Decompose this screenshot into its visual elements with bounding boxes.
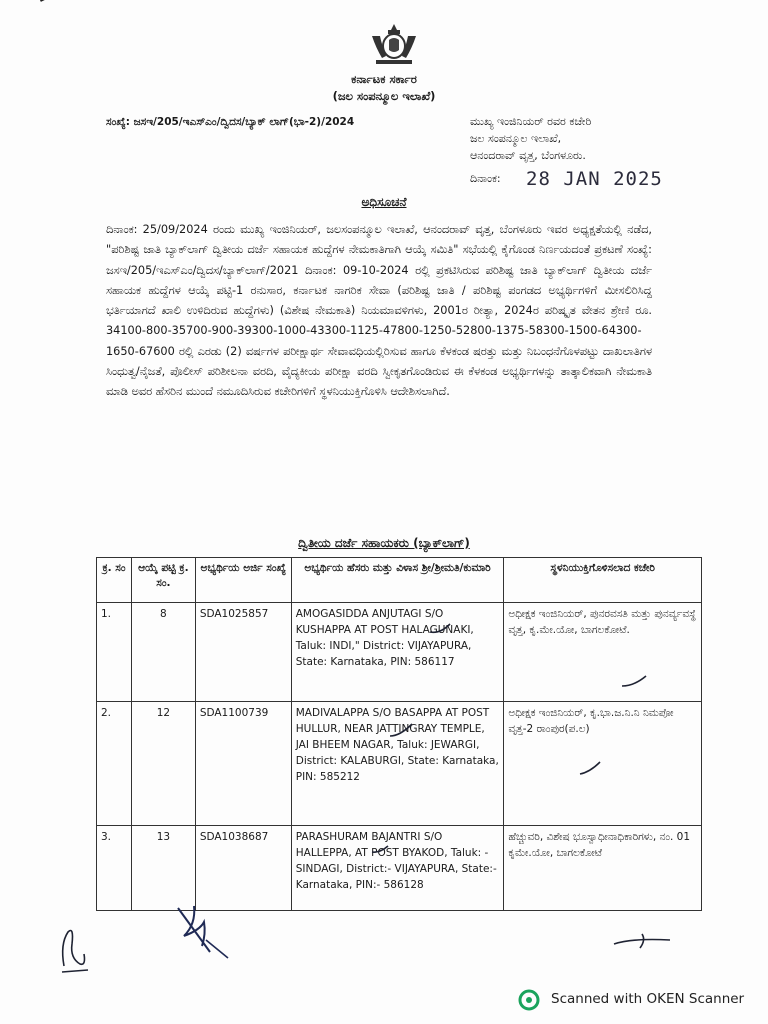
reference-number: ಸಂಖ್ಯೆ: ಜಸಇ/205/ಇಎಸ್ಎಂ/ದ್ವಿದಸ/ಬ್ಯಾಕ್ ಲಾಗ್(ಭಾ-2)/2024: [106, 116, 355, 128]
department-title: (ಜಲ ಸಂಪನ್ಮೂಲ ಇಲಾಖೆ): [332, 89, 436, 103]
cell-name-address: MADIVALAPPA S/O BASAPPA AT POST HULLUR, NEAR JATTINGRAY TEMPLE, JAI BHEEM NAGAR, Taluk: JEWARGI, District: KALABURGI, State: Karnataka, PIN: 585212: [291, 702, 504, 826]
corner-pen-mark: [40, 0, 68, 2]
oken-scanner-logo-icon: [518, 989, 540, 1011]
government-title: ಕರ್ನಾಟಕ ಸರ್ಕಾರ: [351, 72, 417, 86]
tick-mark-icon: [370, 844, 390, 854]
header-name-address: ಅಭ್ಯರ್ಥಿಯ ಹೆಸರು ಮತ್ತು ವಿಳಾಸ ಶ್ರೀ/ಶ್ರೀಮತಿ/ಕುಮಾರಿ: [291, 558, 504, 603]
date-stamp: 28 JAN 2025: [526, 168, 663, 190]
date-label: ದಿನಾಂಕ:: [470, 172, 501, 185]
cell-posting-office: ಅಧೀಕ್ಷಕ ಇಂಜಿನಿಯರ್, ಕೃ.ಭಾ.ಜ.ನಿ.ನಿ ನಿಮಪೋ ವೃತ್ತ-2 ರಾಂಪುರ(ಪ.ಲ): [504, 702, 702, 826]
cell-posting-office: ಅಧೀಕ್ಷಕ ಇಂಜಿನಿಯರ್, ಪುನರವಸತಿ ಮತ್ತು ಪುನರ್ವ್ಯವಸ್ಥೆ ವೃತ್ತ, ಕೃ.ಮೇ.ಯೋ, ಬಾಗಲಕೋಟೆ.: [504, 603, 702, 702]
office-line-2: ಜಲ ಸಂಪನ್ಮೂಲ ಇಲಾಖೆ,: [470, 132, 562, 145]
cell-sl-no: 2.: [97, 702, 132, 826]
table-header-row: [97, 558, 702, 603]
cell-list-no: 8: [131, 603, 195, 702]
office-line-1: ಮುಖ್ಯ ಇಂಜಿನಿಯರ್ ರವರ ಕಚೇರಿ: [470, 115, 592, 128]
table-row: [97, 603, 702, 702]
tick-mark-icon: [620, 672, 648, 688]
tick-mark-icon: [388, 722, 414, 740]
cell-application-no: SDA1100739: [195, 702, 291, 826]
header-sl-no: ಕ್ರ. ಸಂ: [97, 558, 132, 603]
cell-name-address: PARASHURAM BAJANTRI S/O HALLEPPA, AT POST BYAKOD, Taluk: - SINDAGI, District:- VIJAYAPURA, State:- Karnataka, PIN:- 586128: [291, 826, 504, 911]
tick-mark-icon: [578, 760, 602, 776]
receiver-signature-icon: [612, 930, 672, 950]
table-row: [97, 826, 702, 911]
notification-body: ದಿನಾಂಕ: 25/09/2024 ರಂದು ಮುಖ್ಯ ಇಂಜಿನಿಯರ್, ಜಲಸಂಪನ್ಮೂಲ ಇಲಾಖೆ, ಆನಂದರಾವ್ ವೃತ್ತ, ಬೆಂಗಳೂರು ಇವರ ಅಧ್ಯಕ್ಷತೆಯಲ್ಲಿ ನಡೆದ, "ಪರಿಶಿಷ್ಟ ಜಾತಿ ಬ್ಯಾಕ್‌ಲಾಗ್ ದ್ವಿತೀಯ ದರ್ಜೆ ಸಹಾಯಕ ಹುದ್ದೆಗಳ ನೇಮಕಾತಿಗಾಗಿ ಆಯ್ಕೆ ಸಮಿತಿ" ಸಭೆಯಲ್ಲಿ ಕೈಗೊಂಡ ನಿರ್ಣಯದಂತೆ ಪ್ರಕಟಣೆ ಸಂಖ್ಯೆ: ಜಸಇ/205/ಇಎಸ್ಎಂ/ದ್ವಿದಸ/ಬ್ಯಾಕ್‌ಲಾಗ್/2021 ದಿನಾಂಕ: 09-10-2024 ರಲ್ಲಿ ಪ್ರಕಟಿಸಿರುವ ಪರಿಶಿಷ್ಟ ಜಾತಿ ಬ್ಯಾಕ್‌ಲಾಗ್ ದ್ವಿತೀಯ ದರ್ಜೆ ಸಹಾಯಕ ಹುದ್ದೆಗಳ ಆಯ್ಕೆ ಪಟ್ಟಿ-1 ರನುಸಾರ, ಕರ್ನಾಟಕ ನಾಗರಿಕ ಸೇವಾ (ಪರಿಶಿಷ್ಟ ಜಾತಿ / ಪರಿಶಿಷ್ಟ ಪಂಗಡದ ಅಭ್ಯರ್ಥಿಗಳಿಗೆ ಮೀಸಲಿರಿಸಿದ್ದ ಭರ್ತಿಯಾಗದೆ ಖಾಲಿ ಉಳಿದಿರುವ ಹುದ್ದೆಗಳು) (ವಿಶೇಷ ನೇಮಕಾತಿ) ನಿಯಮಾವಳಿಗಳು, 2001ರ ರೀತ್ಯಾ, 2024ರ ಪರಿಷ್ಕೃತ ವೇತನ ಶ್ರೇಣಿ ರೂ. 34100-800-35700-900-39300-1000-43300-1125-47800-1250-52800-1375-58300-1500-64300-1650-67600 ರಲ್ಲಿ ಎರಡು (2) ವರ್ಷಗಳ ಪರೀಕ್ಷಾರ್ಥ ಸೇವಾವಧಿಯಲ್ಲಿರಿಸುವ ಹಾಗೂ ಕೆಳಕಂಡ ಷರತ್ತು ಮತ್ತು ನಿಬಂಧನೆಗೊಳಪಟ್ಟು ದಾಖಲಾತಿಗಳ ಸಿಂಧುತ್ವ/ನೈಜತೆ, ಪೊಲೀಸ್ ಪರಿಶೀಲನಾ ವರದಿ, ವೈದ್ಯಕೀಯ ಪರೀಕ್ಷಾ ವರದಿ ಸ್ವೀಕೃತಗೊಂಡಿರುವ ಈ ಕೆಳಕಂಡ ಅಭ್ಯರ್ಥಿಗಳನ್ನು ತಾತ್ಕಾಲಿಕವಾಗಿ ನೇಮಕಾತಿ ಮಾಡಿ ಅವರ ಹೆಸರಿನ ಮುಂದೆ ನಮೂದಿಸಿರುವ ಕಚೇರಿಗಳಿಗೆ ಸ್ಥಳನಿಯುಕ್ತಿಗೊಳಿಸಿ ಆದೇಶಿಸಲಾಗಿದೆ.: [106, 223, 652, 399]
initial-signature-icon: [58, 914, 90, 974]
cell-application-no: SDA1038687: [195, 826, 291, 911]
cell-sl-no: 3.: [97, 826, 132, 911]
office-address: [470, 113, 591, 164]
cell-name-address: AMOGASIDDA ANJUTAGI S/O KUSHAPPA AT POST HALAGUNAKI, Taluk: INDI," District: VIJAYAPURA, State: Karnataka, PIN: 586117: [291, 603, 504, 702]
header-posting-office: ಸ್ಥಳನಿಯುಕ್ತಿಗೊಳಿಸಲಾದ ಕಚೇರಿ: [504, 558, 702, 603]
header-list-no: ಆಯ್ಕೆ ಪಟ್ಟಿ ಕ್ರ. ಸಂ.: [131, 558, 195, 603]
cell-application-no: SDA1025857: [195, 603, 291, 702]
notification-heading: ಅಧಿಸೂಚನೆ: [361, 195, 407, 209]
table-row: [97, 702, 702, 826]
karnataka-emblem-icon: [366, 22, 422, 66]
cell-list-no: 13: [131, 826, 195, 911]
officer-signature-icon: [170, 900, 232, 960]
cell-posting-office: ಹೆಚ್ಚುವರಿ, ವಿಶೇಷ ಭೂಸ್ವಾಧೀನಾಧಿಕಾರಿಗಳು, ನಂ. 01 ಕೃಮೇ.ಯೋ, ಬಾಗಲಕೋಟೆ: [504, 826, 702, 911]
header-application-no: ಅಭ್ಯರ್ಥಿಯ ಅರ್ಜಿ ಸಂಖ್ಯೆ: [195, 558, 291, 603]
table-title: ದ್ವಿತೀಯ ದರ್ಜೆ ಸಹಾಯಕರು (ಬ್ಯಾಕ್‌ಲಾಗ್): [298, 536, 470, 550]
office-line-3: ಆನಂದರಾವ್ ವೃತ್ತ, ಬೆಂಗಳೂರು.: [470, 149, 586, 162]
scanner-watermark-text: Scanned with OKEN Scanner: [551, 991, 745, 1007]
cell-list-no: 12: [131, 702, 195, 826]
tick-mark-icon: [428, 622, 452, 636]
cell-sl-no: 1.: [97, 603, 132, 702]
